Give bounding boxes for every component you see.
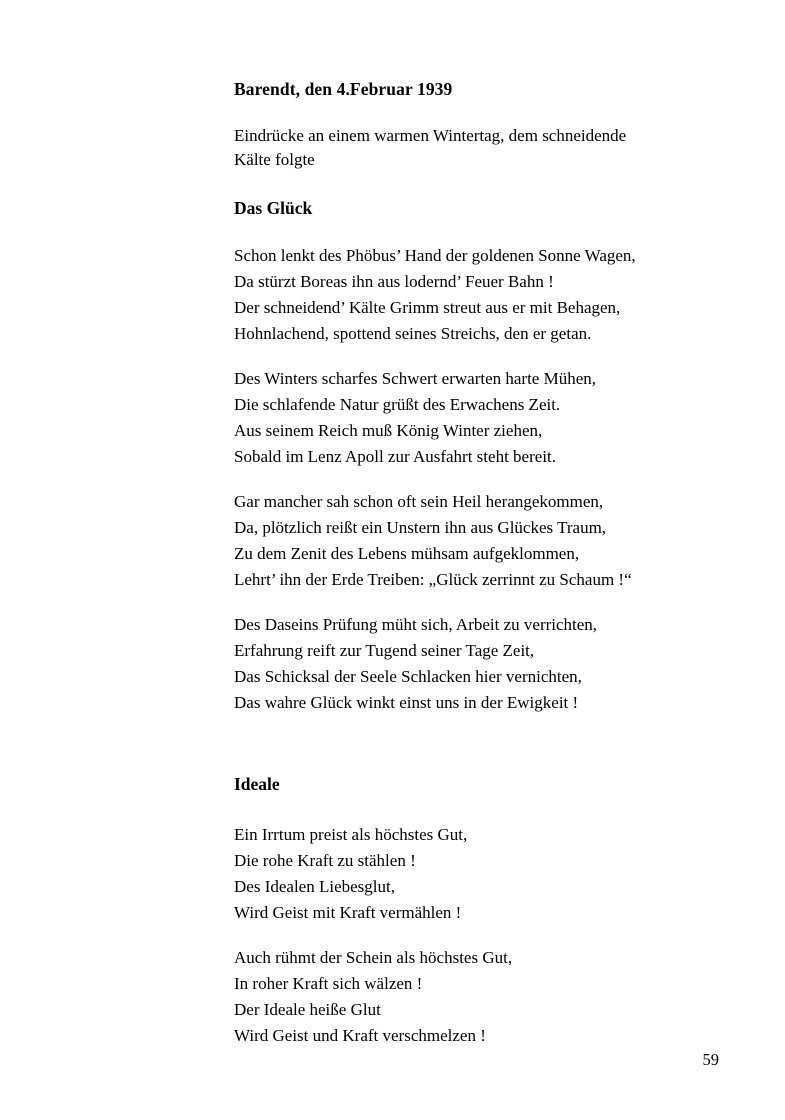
poem-line: Auch rühmt der Schein als höchstes Gut,	[234, 947, 513, 967]
poem-line: Das Schicksal der Seele Schlacken hier vernichten,	[234, 666, 582, 686]
poem-line: Ein Irrtum preist als höchstes Gut,	[234, 824, 468, 844]
poem-line: Die rohe Kraft zu stählen !	[234, 850, 416, 870]
poem-line: Da stürzt Boreas ihn aus lodernd’ Feuer Bahn !	[234, 271, 554, 291]
poem-line: Hohnlachend, spottend seines Streichs, den er getan.	[234, 323, 592, 343]
intro-line: Eindrücke an einem warmen Wintertag, dem schneidende	[234, 125, 627, 145]
poem-stanza	[234, 945, 714, 1049]
poem-line: Des Idealen Liebesglut,	[234, 876, 395, 896]
poem-ideale	[234, 774, 714, 1049]
poem-stanza	[234, 243, 714, 347]
intro-line: Kälte folgte	[234, 149, 315, 169]
poem-line: Des Daseins Prüfung müht sich, Arbeit zu verrichten,	[234, 614, 598, 634]
poem-line: Die schlafende Natur grüßt des Erwachens Zeit.	[234, 394, 561, 414]
intro-paragraph	[234, 124, 714, 172]
poem-title: Ideale	[234, 773, 280, 794]
section-spacer	[234, 716, 714, 774]
poem-line: Das wahre Glück winkt einst uns in der Ewigkeit !	[234, 692, 579, 712]
poem-line: Der schneidend’ Kälte Grimm streut aus er mit Behagen,	[234, 297, 621, 317]
poem-stanza	[234, 612, 714, 716]
page-number: 59	[702, 1049, 719, 1069]
poem-stanza	[234, 366, 714, 470]
page-content	[234, 78, 714, 1049]
poem-stanza	[234, 822, 714, 926]
poem-line: Sobald im Lenz Apoll zur Ausfahrt steht bereit.	[234, 446, 556, 466]
poem-line: Da, plötzlich reißt ein Unstern ihn aus Glückes Traum,	[234, 517, 607, 537]
poem-line: Schon lenkt des Phöbus’ Hand der goldenen Sonne Wagen,	[234, 245, 636, 265]
poem-title: Das Glück	[234, 197, 313, 218]
poem-line: Lehrt’ ihn der Erde Treiben: „Glück zerrinnt zu Schaum !“	[234, 569, 632, 589]
poem-line: Der Ideale heiße Glut	[234, 999, 381, 1019]
poem-line: Erfahrung reift zur Tugend seiner Tage Zeit,	[234, 640, 535, 660]
poem-line: Gar mancher sah schon oft sein Heil herangekommen,	[234, 491, 604, 511]
poem-line: Zu dem Zenit des Lebens mühsam aufgeklommen,	[234, 543, 580, 563]
poem-line: Des Winters scharfes Schwert erwarten harte Mühen,	[234, 368, 597, 388]
poem-line: Wird Geist und Kraft verschmelzen !	[234, 1025, 486, 1045]
date-heading: Barendt, den 4.Februar 1939	[234, 79, 453, 99]
poem-stanza	[234, 489, 714, 593]
poem-das-glueck	[234, 198, 714, 716]
poem-line: Wird Geist mit Kraft vermählen !	[234, 902, 462, 922]
poem-line: Aus seinem Reich muß König Winter ziehen,	[234, 420, 543, 440]
poem-line: In roher Kraft sich wälzen !	[234, 973, 423, 993]
